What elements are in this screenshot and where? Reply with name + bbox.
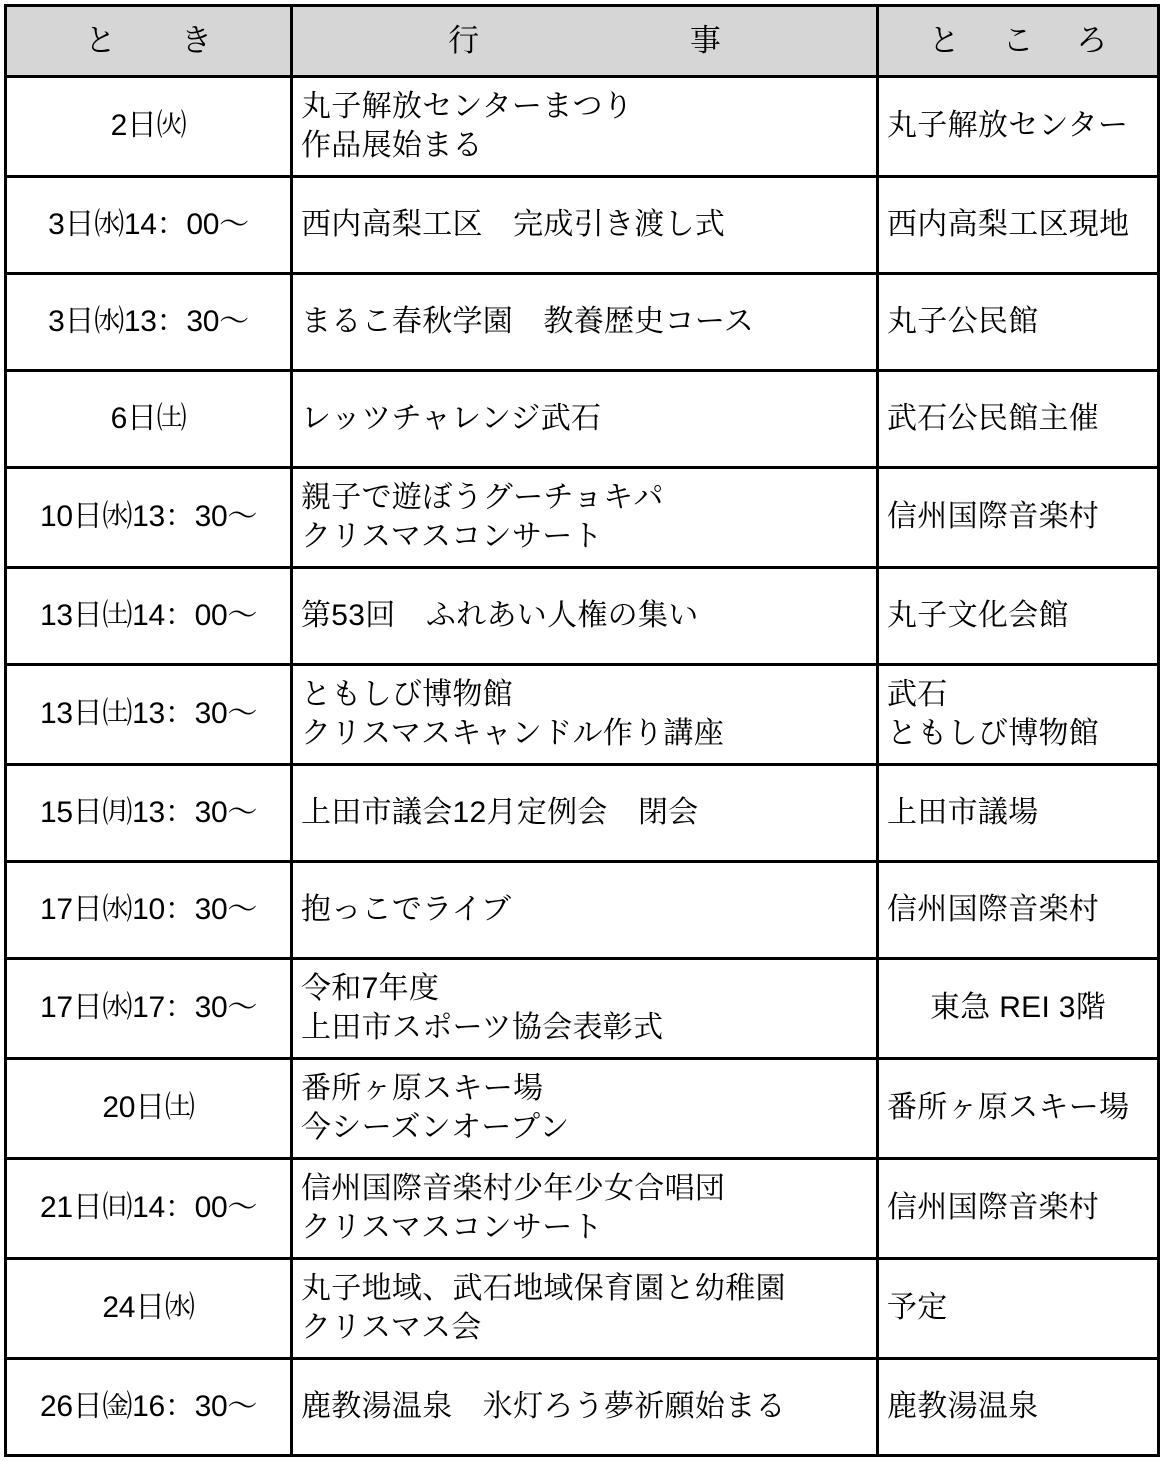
cell-event: [292, 1259, 878, 1359]
cell-when: 6日㈯: [6, 371, 292, 468]
cell-where: 信州国際音楽村: [878, 1159, 1159, 1259]
column-header-event: 行 事: [292, 6, 878, 77]
table-row: [6, 1259, 1159, 1359]
table-row: [6, 1359, 1159, 1456]
cell-where: 丸子解放センター: [878, 77, 1159, 177]
cell-when: 13日㈯14：00〜: [6, 568, 292, 665]
cell-where: 鹿教湯温泉: [878, 1359, 1159, 1456]
cell-where: 信州国際音楽村: [878, 468, 1159, 568]
cell-event-line1: 親子で遊ぼうグーチョキパ: [301, 481, 664, 515]
cell-where: 番所ヶ原スキー場: [878, 1059, 1159, 1159]
cell-when: 21日㈰14：00〜: [6, 1159, 292, 1259]
table-row: [6, 1059, 1159, 1159]
cell-event: 西内高梨工区 完成引き渡し式: [292, 177, 878, 274]
cell-event: [292, 959, 878, 1059]
table-row: [6, 568, 1159, 665]
table-row: [6, 1159, 1159, 1259]
cell-event: 鹿教湯温泉 氷灯ろう夢祈願始まる: [292, 1359, 878, 1456]
cell-event-line2: 上田市スポーツ協会表彰式: [301, 1010, 664, 1044]
cell-where: 予定: [878, 1259, 1159, 1359]
table-row: [6, 959, 1159, 1059]
cell-event: まるこ春秋学園 教養歴史コース: [292, 274, 878, 371]
event-schedule-table: [4, 4, 1160, 1457]
cell-event: [292, 1059, 878, 1159]
cell-event-line2: 今シーズンオープン: [301, 1110, 570, 1144]
cell-event: レッツチャレンジ武石: [292, 371, 878, 468]
cell-event: 第53回 ふれあい人権の集い: [292, 568, 878, 665]
cell-when: 3日㈬13：30〜: [6, 274, 292, 371]
table-row: [6, 862, 1159, 959]
table-header: [6, 6, 1159, 77]
cell-event: [292, 468, 878, 568]
cell-where: 上田市議場: [878, 765, 1159, 862]
cell-event-line1: 信州国際音楽村少年少女合唱団: [301, 1172, 726, 1206]
cell-event-line2: クリスマスコンサート: [301, 519, 603, 553]
column-header-when: と き: [6, 6, 292, 77]
cell-event-line2: クリスマスキャンドル作り講座: [301, 716, 724, 750]
cell-event-line2: クリスマス会: [301, 1310, 482, 1344]
table-row: [6, 77, 1159, 177]
cell-when: 17日㈬10：30〜: [6, 862, 292, 959]
table-row: [6, 274, 1159, 371]
cell-event: 抱っこでライブ: [292, 862, 878, 959]
cell-when: 3日㈬14：00〜: [6, 177, 292, 274]
cell-event: [292, 665, 878, 765]
cell-event-line1: 令和7年度: [301, 972, 440, 1006]
cell-where-line2: ともしび博物館: [887, 716, 1100, 750]
cell-when: 10日㈬13：30〜: [6, 468, 292, 568]
cell-where: [878, 665, 1159, 765]
cell-where: 信州国際音楽村: [878, 862, 1159, 959]
cell-event: [292, 77, 878, 177]
cell-where: 西内高梨工区現地: [878, 177, 1159, 274]
cell-where: 丸子公民館: [878, 274, 1159, 371]
cell-event-line2: 作品展始まる: [301, 128, 483, 162]
cell-when: 15日㈪13：30〜: [6, 765, 292, 862]
table-row: [6, 468, 1159, 568]
table-row: [6, 765, 1159, 862]
table-row: [6, 665, 1159, 765]
cell-event-line1: 丸子解放センターまつり: [301, 90, 634, 124]
cell-where: 東急 REI 3階: [878, 959, 1159, 1059]
cell-event: [292, 1159, 878, 1259]
cell-when: 20日㈯: [6, 1059, 292, 1159]
cell-event-line2: クリスマスコンサート: [301, 1210, 603, 1244]
cell-when: 24日㈬: [6, 1259, 292, 1359]
table-row: [6, 177, 1159, 274]
table-row: [6, 371, 1159, 468]
column-header-where: と こ ろ: [878, 6, 1159, 77]
table-header-row: [6, 6, 1159, 77]
cell-when: 17日㈬17：30〜: [6, 959, 292, 1059]
cell-where: 武石公民館主催: [878, 371, 1159, 468]
cell-event: 上田市議会12月定例会 閉会: [292, 765, 878, 862]
cell-event-line1: ともしび博物館: [301, 678, 514, 712]
table-body: [6, 77, 1159, 1456]
cell-when: 13日㈯13：30〜: [6, 665, 292, 765]
cell-where: 丸子文化会館: [878, 568, 1159, 665]
cell-where-line1: 武石: [887, 678, 948, 712]
cell-when: 2日㈫: [6, 77, 292, 177]
cell-when: 26日㈮16：30〜: [6, 1359, 292, 1456]
cell-event-line1: 番所ヶ原スキー場: [301, 1072, 544, 1106]
cell-event-line1: 丸子地域、武石地域保育園と幼稚園: [301, 1272, 786, 1306]
